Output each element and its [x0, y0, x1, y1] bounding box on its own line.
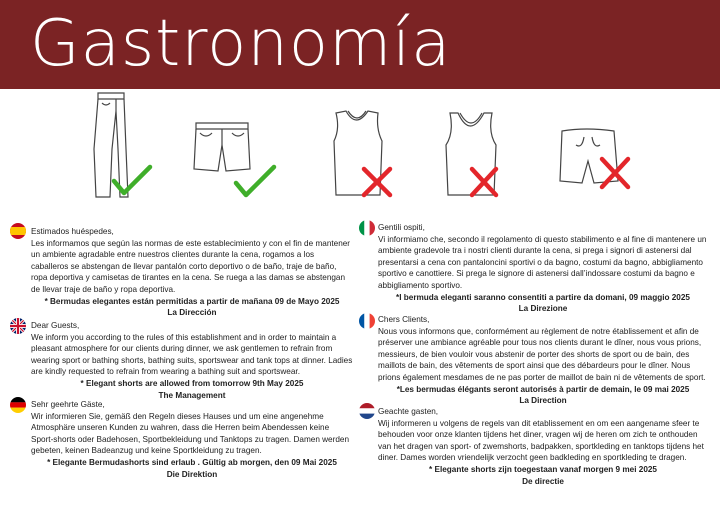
france-flag-icon	[359, 313, 375, 329]
greeting: Chers Clients,	[378, 315, 430, 324]
notice-body: Nous vous informons que, conformément au règlement de notre établissement et afin de préserver une ambiance agréable pour tous nos clients durant le dîner, nous vous prions, messieurs, de bien vouloir vous abstenir de porter des shorts de sport ou de bain, des maillots de bain, des vêtements de sport ainsi que des débardeurs pour le dîner. Nous prions également mesdames de ne pas porter de maillot de bain ni de vêtements de sport.	[378, 326, 706, 382]
not-allowed-x-icon	[364, 169, 390, 195]
signature: La Direction	[519, 396, 567, 406]
greeting: Gentili ospiti,	[378, 223, 425, 232]
bermuda-shorts-icon	[190, 89, 300, 204]
allowed-check-icon	[236, 167, 274, 195]
page-title: Gastronomía	[30, 7, 452, 81]
greeting: Geachte gasten,	[378, 407, 439, 416]
italy-flag-icon	[359, 220, 375, 236]
notice-body: Les informamos que según las normas de este establecimiento y con el fin de mantener un ambiente agradable entre nuestros clientes durante la cena, rogamos a los caballeros se abstengan de llevar pantalón corto deportivo o de baño, traje de baño, ropa deportiva y camisetas de tirantes en la cena. Se ruega a las damas se abstengan de llevar traje de baño y ropa deportiva.	[31, 238, 351, 294]
signature: La Dirección	[167, 308, 217, 318]
bermuda-notice: * Elegante shorts zijn toegestaan vanaf morgen 9 mei 2025	[429, 464, 657, 474]
bermuda-notice: *Les bermudas élégants seront autorisés à partir de demain, le 09 mai 2025	[396, 384, 690, 394]
germany-flag-icon	[10, 397, 26, 413]
dress-code-garments	[0, 89, 720, 204]
not-allowed-x-icon	[602, 159, 628, 187]
uk-flag-icon	[10, 318, 26, 334]
notice-english	[31, 320, 353, 401]
notice-italian	[378, 222, 708, 315]
bermuda-notice: * Elegante Bermudashorts sind erlaub . Gültig ab morgen, den 09 Mai 2025	[47, 457, 337, 467]
netherlands-flag-icon	[359, 403, 375, 419]
swim-shorts-icon	[556, 89, 646, 204]
long-trousers-icon	[84, 89, 164, 204]
sleeveless-top-icon	[318, 89, 408, 204]
notice-body: We inform you according to the rules of this establishment and in order to maintain a pleasant atmosphere for our clients during dinner, we ask gentlemen to refrain from wearing sport or bathing shorts, bathing suits, sportswear and tank tops at dinner. Ladies are kindly requested to refrain from wearing a bathing suit and sportswear.	[31, 332, 353, 377]
notice-spanish	[31, 226, 353, 319]
spain-flag-icon	[10, 223, 26, 239]
greeting: Estimados huéspedes,	[31, 227, 114, 236]
bermuda-notice: * Elegant shorts are allowed from tomorrow 9th May 2025	[80, 378, 304, 388]
greeting: Dear Guests,	[31, 321, 80, 330]
notice-german	[31, 399, 353, 480]
not-allowed-x-icon	[472, 169, 496, 195]
greeting: Sehr geehrte Gäste,	[31, 400, 105, 409]
notice-french	[378, 314, 708, 407]
header-banner	[0, 0, 720, 89]
tank-top-icon	[436, 89, 526, 204]
notice-body: Wir informieren Sie, gemäß den Regeln dieses Hauses und um eine angenehme Atmosphäre unseren Kunden zu wahren, dass die Herren beim Abendessen keine Sport-shorts oder Badehosen, Sportbekleidung und Tanktops zu tragen. Damen werden gebeten, keinen Badeanzug und keine Sportkleidung zu tragen.	[31, 411, 349, 456]
signature: Die Direktion	[166, 469, 218, 479]
notice-body: Wij informeren u volgens de regels van dit etablissement en om een aangename sfeer te behouden voor onze klanten tijdens het diner, vragen wij de heren om zich te onthouden van het dragen van sport- of zwemshorts, badpakken, sportkleding en tanktops tijdens het diner. Dames worden vriendelijk verzocht geen badkleding en sportkleding te dragen.	[378, 418, 704, 463]
bermuda-notice: *I bermuda eleganti saranno consentiti a partire da domani, 09 maggio 2025	[396, 292, 690, 302]
signature: La Direzione	[518, 304, 568, 314]
notice-dutch	[378, 406, 708, 487]
signature: De directie	[522, 476, 564, 486]
notice-body: Vi informiamo che, secondo il regolamento di questo stabilimento e al fine di mantenere un ambiente gradevole tra i nostri clienti durante la cena, si prega i signori di astenersi dal presentarsi a cena con pantaloncini sportivi o da bagno, costumi da bagno, abbigliamento sportivo e canottiere. Si prega le signore di astenersi dall’indossare costumi da bagno e abbigliamento sportivo.	[378, 234, 707, 290]
bermuda-notice: * Bermudas elegantes están permitidas a partir de mañana 09 de Mayo 2025	[44, 296, 340, 306]
signature: The Management	[158, 390, 226, 400]
